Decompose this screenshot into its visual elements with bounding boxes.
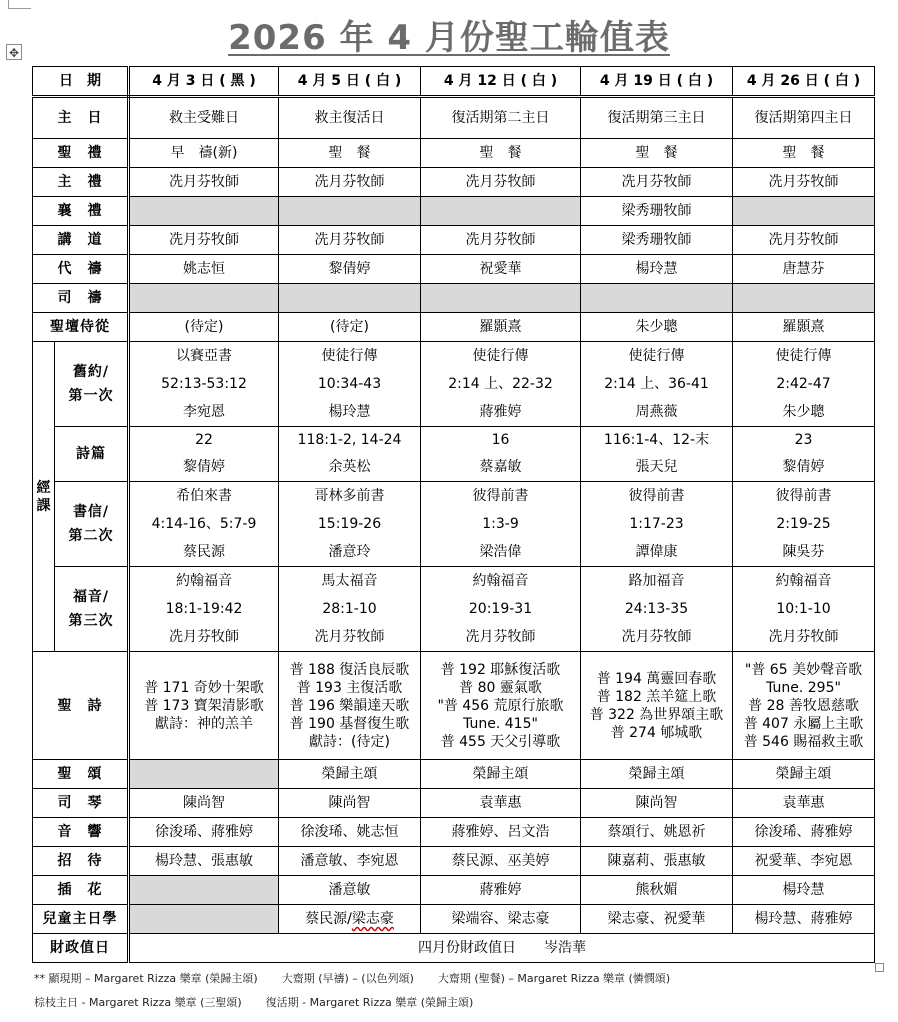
- reading-line: 使徒行傳: [472, 348, 529, 364]
- cell: 復活期第三主日: [581, 97, 733, 139]
- row-label-line: 舊約/: [72, 364, 110, 380]
- hymn-line: Tune. 415": [463, 715, 538, 732]
- reading-line: 譚偉康: [635, 544, 678, 560]
- row-organist: [33, 789, 875, 818]
- hymn-cell: [129, 652, 279, 760]
- cell: 徐浚琋、蔣雅婷: [129, 818, 279, 847]
- cell: [129, 197, 279, 226]
- row-label: 主 禮: [33, 168, 129, 197]
- reading-cell: [581, 427, 733, 482]
- reading-cell: [733, 342, 875, 427]
- table-move-handle-icon[interactable]: ✥: [6, 44, 22, 60]
- cell: 蔣雅婷、呂文浩: [421, 818, 581, 847]
- cell: 榮歸主頌: [421, 760, 581, 789]
- header-row: [33, 67, 875, 97]
- cell: 蔡民源/梁志豪: [279, 905, 421, 934]
- row-acolyte: [33, 313, 875, 342]
- cell: 梁秀珊牧師: [581, 197, 733, 226]
- cell: 蔣雅婷: [421, 876, 581, 905]
- row-label: [55, 342, 129, 427]
- reading-line: 2:42-47: [776, 376, 831, 392]
- hymn-line: 普 192 耶穌復活歌: [440, 661, 561, 678]
- cell: [421, 284, 581, 313]
- hymn-line: 普 182 羔羊筵上歌: [596, 688, 717, 705]
- cell: 冼月芬牧師: [733, 226, 875, 255]
- date-column-header: 日 期: [33, 67, 129, 97]
- cell: 冼月芬牧師: [581, 168, 733, 197]
- cell: [129, 760, 279, 789]
- reading-line: 1:3-9: [482, 516, 519, 532]
- cell: 黎倩婷: [279, 255, 421, 284]
- hymn-line: "普 456 荒原行旅歌: [437, 697, 564, 714]
- reading-cell: [129, 342, 279, 427]
- hymn-cell: [733, 652, 875, 760]
- row-prayer-leader: [33, 284, 875, 313]
- row-assistant: [33, 197, 875, 226]
- cell: 陳嘉莉、張惠敏: [581, 847, 733, 876]
- reading-line: 希伯來書: [176, 488, 232, 504]
- reading-line: 彼得前書: [628, 488, 685, 504]
- hymn-line: 普 322 為世界頌主歌: [589, 706, 724, 723]
- cell: 祝愛華、李宛恩: [733, 847, 875, 876]
- cell: 榮歸主頌: [279, 760, 421, 789]
- reading-line: 冼月芬牧師: [465, 629, 536, 645]
- reading-line: 1:17-23: [629, 516, 684, 532]
- reading-cell: [733, 427, 875, 482]
- cell: 榮歸主頌: [733, 760, 875, 789]
- row-label: 司 琴: [33, 789, 129, 818]
- reading-line: 2:19-25: [776, 516, 831, 532]
- hymn-cell: [581, 652, 733, 760]
- reading-line: 馬太福音: [321, 573, 378, 589]
- reading-cell: [421, 342, 581, 427]
- row-liturgy: [33, 139, 875, 168]
- cell: 聖 餐: [279, 139, 421, 168]
- cell: 祝愛華: [421, 255, 581, 284]
- reading-line: 蔣雅婷: [479, 404, 522, 420]
- cell: 救主受難日: [129, 97, 279, 139]
- date-header: 4 月 12 日 ( 白 ): [421, 67, 581, 97]
- row-finance: [33, 934, 875, 963]
- reading-cell: [279, 482, 421, 567]
- reading-cell: [733, 482, 875, 567]
- cell: (待定): [129, 313, 279, 342]
- hymn-line: 普 455 天父引導歌: [440, 733, 561, 750]
- cell: 冼月芬牧師: [733, 168, 875, 197]
- cell: 復活期第二主日: [421, 97, 581, 139]
- date-header: 4 月 19 日 ( 白 ): [581, 67, 733, 97]
- cell: 梁端容、梁志豪: [421, 905, 581, 934]
- cell: [129, 876, 279, 905]
- row-label: 聖 禮: [33, 139, 129, 168]
- cell: 冼月芬牧師: [279, 226, 421, 255]
- hymn-cell: [421, 652, 581, 760]
- reading-cell: [581, 482, 733, 567]
- reading-cell: [581, 342, 733, 427]
- reading-cell: [129, 482, 279, 567]
- row-label: 主 日: [33, 97, 129, 139]
- row-canticle: [33, 760, 875, 789]
- row-presider: [33, 168, 875, 197]
- footnote-line-1: ** 顯現期 – Margaret Rizza 樂章 (榮歸主頌) 大齋期 (早禱) – (以色列頌) 大齋期 (聖餐) – Margaret Rizza 樂章 (憐憫頌): [34, 972, 671, 985]
- reading-line: 使徒行傳: [628, 348, 685, 364]
- cell: 梁秀珊牧師: [581, 226, 733, 255]
- cell: 陳尚智: [279, 789, 421, 818]
- row-label: 音 響: [33, 818, 129, 847]
- reading-line: 冼月芬牧師: [314, 629, 385, 645]
- reading-line: 2:14 上、22-32: [448, 376, 553, 392]
- cell: 唐慧芬: [733, 255, 875, 284]
- cell: 楊玲慧、蔣雅婷: [733, 905, 875, 934]
- hymn-line: 普 407 永屬上主歌: [743, 715, 864, 732]
- cell: 潘意敏、李宛恩: [279, 847, 421, 876]
- hymn-line: 普 190 基督復生歌: [289, 715, 410, 732]
- reading-cell: [581, 567, 733, 652]
- reading-line: 118:1-2, 14-24: [297, 432, 402, 448]
- row-flowers: [33, 876, 875, 905]
- hymn-line: 普 188 復活良辰歌: [289, 661, 410, 678]
- cell: [733, 284, 875, 313]
- hymn-line: 普 193 主復活歌: [296, 679, 403, 696]
- table-resize-handle-icon[interactable]: [875, 963, 884, 972]
- reading-line: 以賽亞書: [176, 348, 232, 364]
- spellcheck-underline: 梁志豪: [351, 911, 394, 927]
- row-label: 招 待: [33, 847, 129, 876]
- hymn-line: 普 28 善牧恩慈歌: [748, 697, 859, 714]
- reading-line: 4:14-16、5:7-9: [151, 516, 257, 532]
- hymn-line: 普 171 奇妙十架歌: [144, 679, 264, 696]
- cell: 楊玲慧: [581, 255, 733, 284]
- hymn-line: 普 173 寶架清影歌: [144, 697, 264, 714]
- reading-cell: [129, 567, 279, 652]
- cell: 梁志豪、祝愛華: [581, 905, 733, 934]
- hymn-line: 普 80 靈氣歌: [459, 679, 542, 696]
- reading-line: 余英松: [328, 459, 371, 475]
- reading-line: 冼月芬牧師: [169, 629, 239, 645]
- reading-line: 約翰福音: [775, 573, 832, 589]
- row-label-text: 詩篇: [76, 446, 106, 462]
- reading-line: 20:19-31: [468, 601, 533, 617]
- hymn-line: 普 274 郇城歌: [610, 724, 703, 741]
- cell: 聖 餐: [581, 139, 733, 168]
- reading-line: 黎倩婷: [183, 459, 225, 475]
- cell: 熊秋媚: [581, 876, 733, 905]
- row-sound: [33, 818, 875, 847]
- reading-line: 梁浩偉: [479, 544, 522, 560]
- reading-cell: [279, 567, 421, 652]
- cell: [733, 197, 875, 226]
- reading-line: 張天兒: [635, 459, 678, 475]
- cell: 羅顥熹: [421, 313, 581, 342]
- lectionary-group-label: [33, 342, 55, 652]
- row-sermon: [33, 226, 875, 255]
- row-psalm: [33, 427, 875, 482]
- lectionary-group-char: 課: [36, 497, 51, 514]
- cell: 陳尚智: [581, 789, 733, 818]
- row-label: 財政值日: [33, 934, 129, 963]
- row-label-line: 第一次: [68, 388, 114, 404]
- footnote-line-2: 棕枝主日 - Margaret Rizza 樂章 (三聖頌) 復活期 - Margaret Rizza 樂章 (榮歸主頌): [34, 996, 474, 1009]
- hymn-line: 獻詩：神的羔羊: [155, 715, 253, 732]
- cell: [421, 197, 581, 226]
- hymn-line: 普 194 萬靈回春歌: [596, 670, 717, 687]
- cell: 陳尚智: [129, 789, 279, 818]
- cell: [581, 284, 733, 313]
- hymn-line: Tune. 295": [766, 679, 841, 696]
- cell: 袁華惠: [733, 789, 875, 818]
- cell: 冼月芬牧師: [421, 226, 581, 255]
- cell: 冼月芬牧師: [129, 226, 279, 255]
- reading-line: 周燕薇: [635, 404, 678, 420]
- reading-line: 28:1-10: [322, 601, 377, 617]
- reading-line: 52:13-53:12: [161, 376, 247, 392]
- hymn-line: 普 196 樂韻達天歌: [289, 697, 410, 714]
- cell: 聖 餐: [733, 139, 875, 168]
- row-epistle: [33, 482, 875, 567]
- row-intercession: [33, 255, 875, 284]
- row-label-line: 第三次: [68, 613, 114, 629]
- reading-line: 16: [491, 432, 510, 448]
- reading-line: 李宛恩: [183, 404, 225, 420]
- date-header: 4 月 3 日 ( 黑 ): [129, 67, 279, 97]
- row-label-line: 福音/: [72, 589, 110, 605]
- reading-cell: [279, 342, 421, 427]
- roster-table: [32, 66, 875, 963]
- page-corner-mark: [8, 0, 31, 9]
- row-label: 聖 頌: [33, 760, 129, 789]
- cell: 早 禱(新): [129, 139, 279, 168]
- date-header: 4 月 26 日 ( 白 ): [733, 67, 875, 97]
- row-usher: [33, 847, 875, 876]
- cell: 袁華惠: [421, 789, 581, 818]
- cell: (待定): [279, 313, 421, 342]
- hymn-line: "普 65 美妙聲音歌: [744, 661, 863, 678]
- reading-line: 15:19-26: [317, 516, 382, 532]
- row-old-testament: [33, 342, 875, 427]
- reading-line: 路加福音: [628, 573, 685, 589]
- cell: 冼月芬牧師: [129, 168, 279, 197]
- row-label: 代 禱: [33, 255, 129, 284]
- row-gospel: [33, 567, 875, 652]
- reading-line: 陳吳芬: [782, 544, 825, 560]
- reading-line: 彼得前書: [775, 488, 832, 504]
- row-label: 司 禱: [33, 284, 129, 313]
- reading-line: 24:13-35: [624, 601, 689, 617]
- row-label: 兒童主日學: [33, 905, 129, 934]
- reading-line: 蔡嘉敏: [479, 459, 522, 475]
- row-label: 聖壇侍從: [33, 313, 129, 342]
- cell: 救主復活日: [279, 97, 421, 139]
- row-label: 講 道: [33, 226, 129, 255]
- row-label: [55, 567, 129, 652]
- reading-line: 18:1-19:42: [165, 601, 243, 617]
- reading-line: 22: [195, 432, 213, 448]
- reading-cell: [129, 427, 279, 482]
- page-title: 2026 年 4 月份聖工輪值表: [228, 18, 670, 58]
- cell: 蔡民源、巫美婷: [421, 847, 581, 876]
- reading-cell: [421, 567, 581, 652]
- hymn-cell: [279, 652, 421, 760]
- reading-line: 彼得前書: [472, 488, 529, 504]
- cell: 冼月芬牧師: [421, 168, 581, 197]
- date-header: 4 月 5 日 ( 白 ): [279, 67, 421, 97]
- reading-line: 約翰福音: [472, 573, 529, 589]
- reading-line: 朱少聰: [782, 404, 825, 420]
- row-label: [55, 482, 129, 567]
- reading-line: 潘意玲: [328, 544, 371, 560]
- finance-value: 四月份財政值日 岑浩華: [129, 934, 875, 963]
- row-label: 插 花: [33, 876, 129, 905]
- cell: 蔡頌行、姚恩祈: [581, 818, 733, 847]
- cell: 聖 餐: [421, 139, 581, 168]
- cell: 復活期第四主日: [733, 97, 875, 139]
- row-sunday: [33, 97, 875, 139]
- hymn-line: 普 546 賜福救主歌: [743, 733, 864, 750]
- reading-line: 使徒行傳: [775, 348, 832, 364]
- hymn-line: 獻詩：(待定): [309, 733, 390, 750]
- reading-line: 116:1-4、12-末: [603, 432, 710, 448]
- reading-line: 23: [794, 432, 813, 448]
- cell: 楊玲慧、張惠敏: [129, 847, 279, 876]
- reading-cell: [421, 482, 581, 567]
- cell: 冼月芬牧師: [279, 168, 421, 197]
- cell: 朱少聰: [581, 313, 733, 342]
- row-hymns: [33, 652, 875, 760]
- cell: [129, 284, 279, 313]
- reading-line: 2:14 上、36-41: [604, 376, 709, 392]
- cell: 潘意敏: [279, 876, 421, 905]
- cell: [279, 197, 421, 226]
- reading-line: 約翰福音: [176, 573, 232, 589]
- row-label: 聖 詩: [33, 652, 129, 760]
- cell: 羅顥熹: [733, 313, 875, 342]
- reading-line: 10:1-10: [776, 601, 831, 617]
- lectionary-group-char: 經: [36, 479, 51, 496]
- reading-line: 黎倩婷: [782, 459, 825, 475]
- reading-line: 冼月芬牧師: [621, 629, 692, 645]
- row-label: 襄 禮: [33, 197, 129, 226]
- reading-line: 楊玲慧: [328, 404, 371, 420]
- reading-line: 冼月芬牧師: [768, 629, 839, 645]
- reading-line: 蔡民源: [183, 544, 225, 560]
- reading-line: 使徒行傳: [321, 348, 378, 364]
- reading-line: 哥林多前書: [314, 488, 385, 504]
- cell: [129, 905, 279, 934]
- cell: 徐浚琋、姚志恒: [279, 818, 421, 847]
- cell: 徐浚琋、蔣雅婷: [733, 818, 875, 847]
- reading-cell: [279, 427, 421, 482]
- row-label-line: 書信/: [72, 504, 110, 520]
- row-label-line: 第二次: [68, 528, 114, 544]
- row-label: [55, 427, 129, 482]
- reading-cell: [733, 567, 875, 652]
- reading-cell: [421, 427, 581, 482]
- cell: [279, 284, 421, 313]
- cell: 姚志恒: [129, 255, 279, 284]
- row-sunday-school: [33, 905, 875, 934]
- cell: 楊玲慧: [733, 876, 875, 905]
- cell: 榮歸主頌: [581, 760, 733, 789]
- reading-line: 10:34-43: [317, 376, 382, 392]
